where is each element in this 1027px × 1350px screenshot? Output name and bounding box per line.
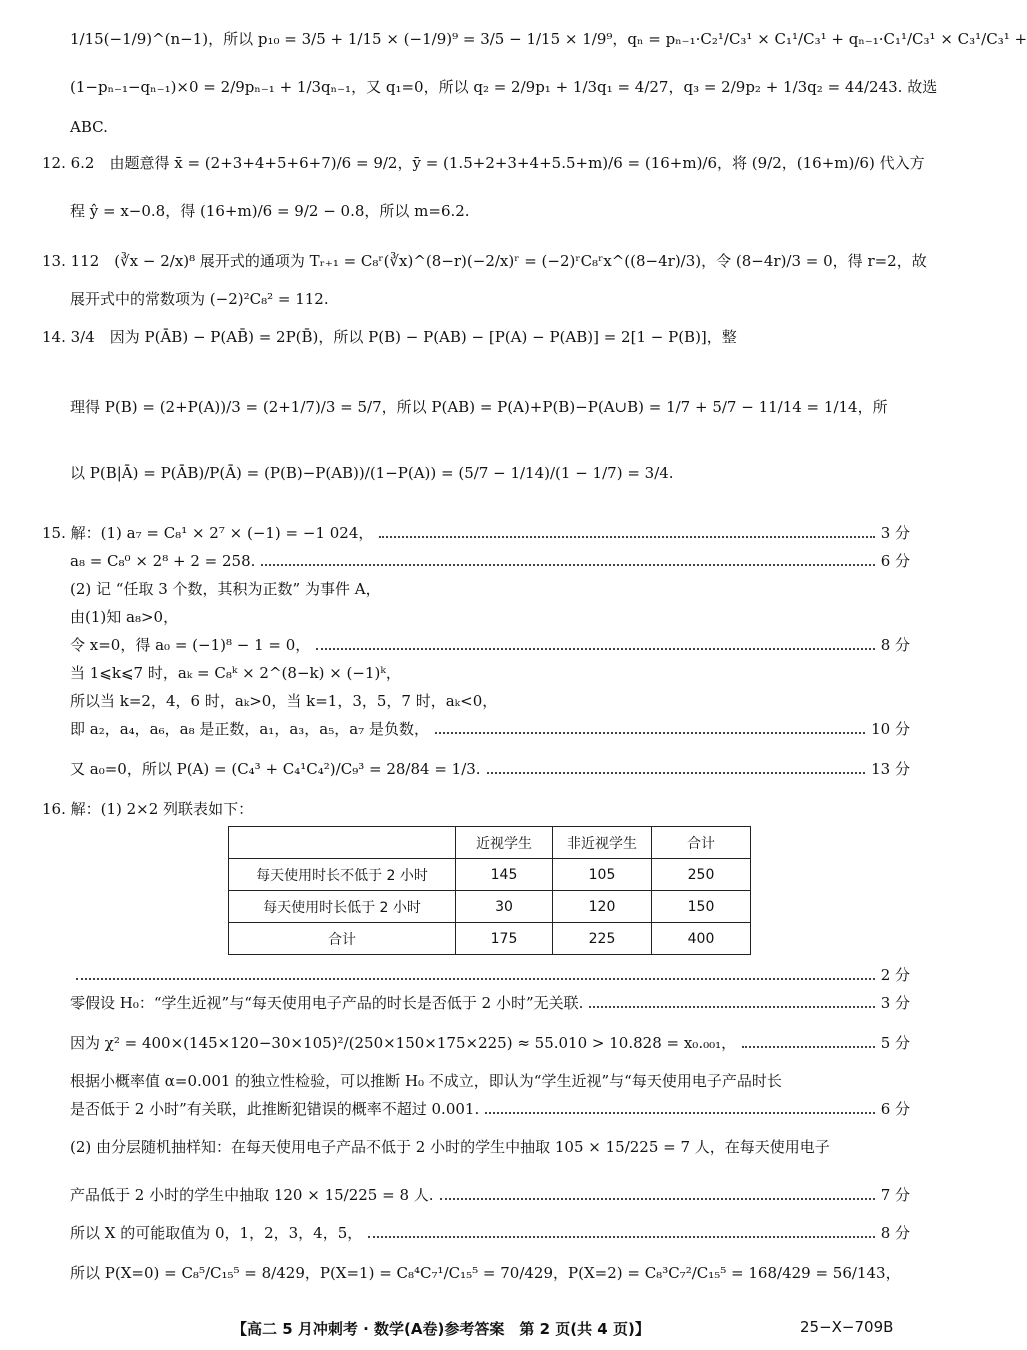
table-cell: 120 xyxy=(553,891,652,923)
q12-line-2: 程 ŷ = x−0.8，得 (16+m)/6 = 9/2 − 0.8，所以 m=6.2. xyxy=(70,202,470,220)
q15-step-4-text: 即 a₂，a₄，a₆，a₈ 是正数，a₁，a₃，a₅，a₇ 是负数， xyxy=(70,720,429,738)
dot-leader xyxy=(76,978,875,980)
q14-line-3: 以 P(B|Ā) = P(ĀB)/P(Ā) = (P(B)−P(AB))/(1−P(A)) = (5/7 − 1/14)/(1 − 1/7) = 3/4. xyxy=(70,464,674,482)
q16-sampling-2-text: 产品低于 2 小时的学生中抽取 120 × 15/225 = 8 人. xyxy=(70,1186,434,1204)
q16-null-hypothesis xyxy=(70,992,910,1014)
q11-line-2: (1−pₙ₋₁−qₙ₋₁)×0 = 2/9pₙ₋₁ + 1/3qₙ₋₁，又 q₁=0，所以 q₂ = 2/9p₁ + 1/3q₁ = 4/27，q₃ = 2/9p₂ + 1/3q₂ = 44/243. 故选 xyxy=(70,78,938,96)
q15-part2-intro: (2) 记 “任取 3 个数，其积为正数” 为事件 A， xyxy=(70,580,381,598)
q15-general-term: 当 1⩽k⩽7 时，aₖ = C₈ᵏ × 2^(8−k) × (−1)ᵏ， xyxy=(70,664,401,682)
table-cell: 175 xyxy=(456,923,553,955)
contingency-table xyxy=(228,826,751,955)
q15-step-1-text: 15. 解：(1) a₇ = C₈¹ × 2⁷ × (−1) = −1 024， xyxy=(42,524,374,542)
table-cell: 400 xyxy=(652,923,751,955)
q15-step-5-text: 又 a₀=0，所以 P(A) = (C₄³ + C₄¹C₄²)/C₉³ = 28/84 = 1/3. xyxy=(70,760,481,778)
q14-line-2: 理得 P(B) = (2+P(A))/3 = (2+1/7)/3 = 5/7，所以 P(AB) = P(A)+P(B)−P(A∪B) = 1/7 + 5/7 − 11/14 = 1/14，所 xyxy=(70,398,888,416)
table-cell: 合计 xyxy=(229,923,456,955)
q15-a8-positive: 由(1)知 a₈>0， xyxy=(70,608,179,626)
q16-chi-square-score: 5 分 xyxy=(880,1034,910,1052)
q16-table-score-line xyxy=(70,964,910,986)
table-row xyxy=(229,891,751,923)
q16-x-values xyxy=(70,1222,910,1244)
table-cell: 105 xyxy=(553,859,652,891)
q15-step-5 xyxy=(70,758,910,780)
q16-null-hypothesis-score: 3 分 xyxy=(880,994,910,1012)
q16-x-values-score: 8 分 xyxy=(880,1224,910,1242)
dot-leader xyxy=(742,1046,875,1048)
q15-step-1 xyxy=(42,522,910,544)
q15-step-2-score: 6 分 xyxy=(880,552,910,570)
q11-line-1: 1/15(−1/9)^(n−1)，所以 p₁₀ = 3/5 + 1/15 × (−1/9)⁹ = 3/5 − 1/15 × 1/9⁹，qₙ = pₙ₋₁·C₂¹/C₃¹ × C₁¹/C₃¹ + qₙ₋₁·C₁¹/C₃¹ × C₃¹/C₃¹ + xyxy=(70,30,1027,48)
q16-table-score: 2 分 xyxy=(880,966,910,984)
q14-line-1: 14. 3/4 因为 P(ĀB) − P(AB̄) = 2P(B̄)，所以 P(B) − P(AB) − [P(A) − P(AB)] = 2[1 − P(B)]，整 xyxy=(42,328,737,346)
table-cell: 30 xyxy=(456,891,553,923)
q16-conclusion-1: 根据小概率值 α=0.001 的独立性检验，可以推断 H₀ 不成立，即认为“学生近视”与“每天使用电子产品时长 xyxy=(70,1072,782,1090)
q15-step-3-score: 8 分 xyxy=(880,636,910,654)
q15-step-1-score: 3 分 xyxy=(880,524,910,542)
dot-leader xyxy=(316,648,874,650)
table-cell: 225 xyxy=(553,923,652,955)
q13-line-2: 展开式中的常数项为 (−2)²C₈² = 112. xyxy=(70,290,329,308)
dot-leader xyxy=(589,1006,874,1008)
table-header-row xyxy=(229,827,751,859)
q13-line-1: 13. 112 (∛x − 2/x)⁸ 展开式的通项为 Tᵣ₊₁ = C₈ʳ(∛x)^(8−r)(−2/x)ʳ = (−2)ʳC₈ʳx^((8−4r)/3)，令 (8−4r)/3 = 0，得 r=2，故 xyxy=(42,252,927,270)
dot-leader xyxy=(485,1112,874,1114)
q16-intro: 16. 解：(1) 2×2 列联表如下： xyxy=(42,800,254,818)
table-header-cell xyxy=(229,827,456,859)
q15-sign-cases: 所以当 k=2，4，6 时，aₖ>0，当 k=1，3，5，7 时，aₖ<0， xyxy=(70,692,498,710)
dot-leader xyxy=(440,1198,875,1200)
q15-step-2-text: a₈ = C₈⁰ × 2⁸ + 2 = 258. xyxy=(70,552,256,570)
q16-sampling-2-score: 7 分 xyxy=(880,1186,910,1204)
dot-leader xyxy=(379,536,874,538)
table-cell: 145 xyxy=(456,859,553,891)
table-row xyxy=(229,859,751,891)
footer-code: 25−X−709B xyxy=(800,1318,894,1336)
q16-conclusion-2 xyxy=(70,1098,910,1120)
footer-title: 【高二 5 月冲刺考 · 数学(A卷)参考答案 第 2 页(共 4 页)】 xyxy=(232,1320,650,1338)
dot-leader xyxy=(435,732,865,734)
q15-step-2 xyxy=(70,550,910,572)
q15-step-5-score: 13 分 xyxy=(871,760,910,778)
q16-conclusion-2-score: 6 分 xyxy=(880,1100,910,1118)
q12-line-1: 12. 6.2 由题意得 x̄ = (2+3+4+5+6+7)/6 = 9/2，ȳ = (1.5+2+3+4+5.5+m)/6 = (16+m)/6，将 (9/2，(16+m)/6) 代入方 xyxy=(42,154,925,172)
q16-sampling-2 xyxy=(70,1184,910,1206)
q16-null-hypothesis-text: 零假设 H₀：“学生近视”与“每天使用电子产品的时长是否低于 2 小时”无关联. xyxy=(70,994,584,1012)
table-cell: 150 xyxy=(652,891,751,923)
table-cell: 每天使用时长不低于 2 小时 xyxy=(229,859,456,891)
table-row xyxy=(229,923,751,955)
q16-x-values-text: 所以 X 的可能取值为 0，1，2，3，4，5， xyxy=(70,1224,363,1242)
dot-leader xyxy=(487,772,866,774)
q15-step-3 xyxy=(70,634,910,656)
q16-chi-square-text: 因为 χ² = 400×(145×120−30×105)²/(250×150×175×225) ≈ 55.010 > 10.828 = x₀.₀₀₁， xyxy=(70,1034,737,1052)
q16-chi-square xyxy=(70,1032,910,1054)
table-header-cell: 近视学生 xyxy=(456,827,553,859)
table-header-cell: 非近视学生 xyxy=(553,827,652,859)
q15-step-3-text: 令 x=0，得 a₀ = (−1)⁸ − 1 = 0， xyxy=(70,636,311,654)
q11-line-3: ABC. xyxy=(70,118,108,136)
q16-conclusion-2-text: 是否低于 2 小时”有关联，此推断犯错误的概率不超过 0.001. xyxy=(70,1100,480,1118)
dot-leader xyxy=(368,1236,874,1238)
q15-step-4-score: 10 分 xyxy=(871,720,910,738)
q15-step-4 xyxy=(70,718,910,740)
q16-sampling-1: (2) 由分层随机抽样知：在每天使用电子产品不低于 2 小时的学生中抽取 105 × 15/225 = 7 人，在每天使用电子 xyxy=(70,1138,830,1156)
table-cell: 250 xyxy=(652,859,751,891)
q16-distribution: 所以 P(X=0) = C₈⁵/C₁₅⁵ = 8/429，P(X=1) = C₈⁴C₇¹/C₁₅⁵ = 70/429，P(X=2) = C₈³C₇²/C₁₅⁵ = 168/429 = 56/143， xyxy=(70,1264,901,1282)
dot-leader xyxy=(261,564,874,566)
table-cell: 每天使用时长低于 2 小时 xyxy=(229,891,456,923)
table-header-cell: 合计 xyxy=(652,827,751,859)
